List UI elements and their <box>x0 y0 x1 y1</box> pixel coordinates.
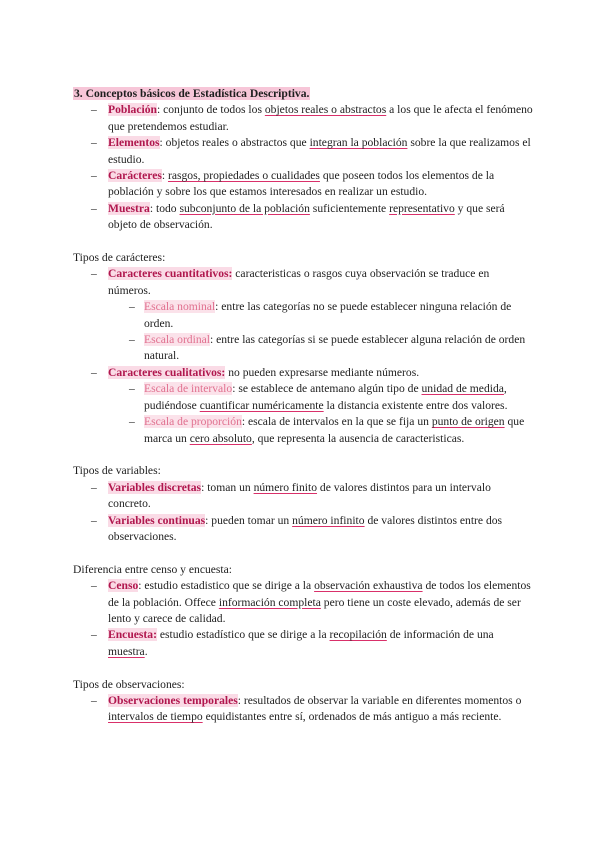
dash-bullet-icon: – <box>129 333 135 347</box>
list-item: – Variables discretas: toman un número finito de valores distintos para un intervalo concreto. <box>91 480 491 511</box>
dash-bullet-icon: – <box>91 579 97 593</box>
underlined-phrase: unidad de medida <box>421 382 504 396</box>
list-item: – Escala ordinal: entre las categorías si se puede establecer alguna relación de orden natural. <box>129 333 526 363</box>
heading-text: 3. Conceptos básicos de Estadística Descriptiva. <box>74 87 310 100</box>
censo-title: Diferencia entre censo y encuesta: <box>73 562 233 576</box>
dash-bullet-icon: – <box>91 365 97 379</box>
variables-list <box>73 480 533 546</box>
term-label: Carácteres <box>108 169 162 183</box>
dash-bullet-icon: – <box>91 693 97 707</box>
observaciones-title: Tipos de observaciones: <box>73 677 185 691</box>
dash-bullet-icon: – <box>91 628 97 642</box>
section-heading <box>73 86 533 102</box>
term-label: Población <box>108 103 157 117</box>
underlined-phrase: intervalos de tiempo <box>108 710 203 724</box>
list-item: – Escala de proporción: escala de intervalos en la que se fija un punto de origen que marca un cero absoluto, que representa la ausencia de caracteristicas. <box>129 415 525 445</box>
underlined-phrase: observación exhaustiva <box>314 579 423 593</box>
caracteres-list <box>73 266 533 446</box>
variables-title: Tipos de variables: <box>73 464 161 478</box>
list-item: – Escala de intervalo: se establece de antemano algún tipo de unidad de medida, pudiéndose cuantificar numéricamente la distancia existente entre dos valores. <box>129 382 508 412</box>
underlined-phrase: representativo <box>389 201 455 215</box>
observaciones-list <box>73 693 533 726</box>
list-item: – Caracteres cualitativos: no pueden expresarse mediante números. <box>73 365 533 381</box>
term-label: Elementos <box>108 136 160 150</box>
underlined-phrase: integran la población <box>309 136 408 150</box>
term-label: Encuesta: <box>108 628 157 642</box>
list-item: – Muestra: todo subconjunto de la población suficientemente representativo y que será objeto de observación. <box>91 201 505 232</box>
list-item: – Población: conjunto de todos los objetos reales o abstractos a los que le afecta el fenómeno que pretendemos estudiar. <box>91 103 533 133</box>
underlined-phrase: muestra <box>108 644 145 658</box>
dash-bullet-icon: – <box>129 382 135 396</box>
term-label: Escala nominal <box>144 300 216 314</box>
underlined-phrase: rasgos, propiedades o cualidades <box>167 169 320 183</box>
list-item: – Escala nominal: entre las categorías no se puede establecer ninguna relación de orden. <box>129 300 512 330</box>
list-item: – Elementos: objetos reales o abstractos que integran la población sobre la que realizamos el estudio. <box>91 136 531 166</box>
list-item: – Variables continuas: pueden tomar un número infinito de valores distintos entre dos observaciones. <box>91 513 503 543</box>
underlined-phrase: número finito <box>253 480 318 494</box>
underlined-phrase: información completa <box>218 595 321 609</box>
term-label: Observaciones temporales <box>108 693 238 707</box>
term-label: Variables discretas <box>108 480 202 494</box>
dash-bullet-icon: – <box>91 480 97 494</box>
underlined-phrase: recopilación <box>329 628 387 642</box>
term-label: Caracteres cuantitativos: <box>108 267 233 281</box>
dash-bullet-icon: – <box>91 103 97 117</box>
list-item: – Censo: estudio estadistico que se dirige a la observación exhaustiva de todos los elementos de la población. Offece información completa pero tiene un coste elevado, además de ser lento y carece de calidad. <box>91 579 531 625</box>
list-item: – Carácteres: rasgos, propiedades o cualidades que poseen todos los elementos de la población y sobre los que estamos interesados en realizar un estudio. <box>91 169 495 199</box>
censo-list <box>73 578 533 660</box>
dash-bullet-icon: – <box>91 136 97 150</box>
term-label: Escala de intervalo <box>144 382 233 396</box>
dash-bullet-icon: – <box>129 300 135 314</box>
list-item: – Observaciones temporales: resultados de observar la variable en diferentes momentos o intervalos de tiempo equidistantes entre sí, ordenados de más antiguo a más reciente. <box>91 693 522 724</box>
dash-bullet-icon: – <box>91 267 97 281</box>
term-label: Escala de proporción <box>144 415 242 429</box>
term-label: Muestra <box>108 201 150 215</box>
underlined-phrase: objetos reales o abstractos <box>264 103 387 117</box>
term-label: Variables continuas <box>108 513 206 527</box>
underlined-phrase: número infinito <box>292 513 365 527</box>
list-item: – Caracteres cuantitativos: caracteristicas o rasgos cuya observación se traduce en números. <box>91 267 490 297</box>
term-label: Censo <box>108 579 139 593</box>
basics-list <box>73 102 533 233</box>
term-label: Escala ordinal <box>144 333 210 347</box>
dash-bullet-icon: – <box>129 415 135 429</box>
dash-bullet-icon: – <box>91 201 97 215</box>
underlined-phrase: subconjunto de la población <box>179 201 310 215</box>
document-page <box>73 86 533 726</box>
dash-bullet-icon: – <box>91 513 97 527</box>
caracteres-title: Tipos de carácteres: <box>73 251 166 265</box>
list-item: – Encuesta: estudio estadístico que se dirige a la recopilación de información de una muestra. <box>91 628 494 658</box>
term-label: Caracteres cualitativos: <box>108 365 226 379</box>
underlined-phrase: cero absoluto <box>189 431 252 445</box>
dash-bullet-icon: – <box>91 169 97 183</box>
underlined-phrase: cuantificar numéricamente <box>199 398 324 412</box>
underlined-phrase: punto de origen <box>431 415 505 429</box>
